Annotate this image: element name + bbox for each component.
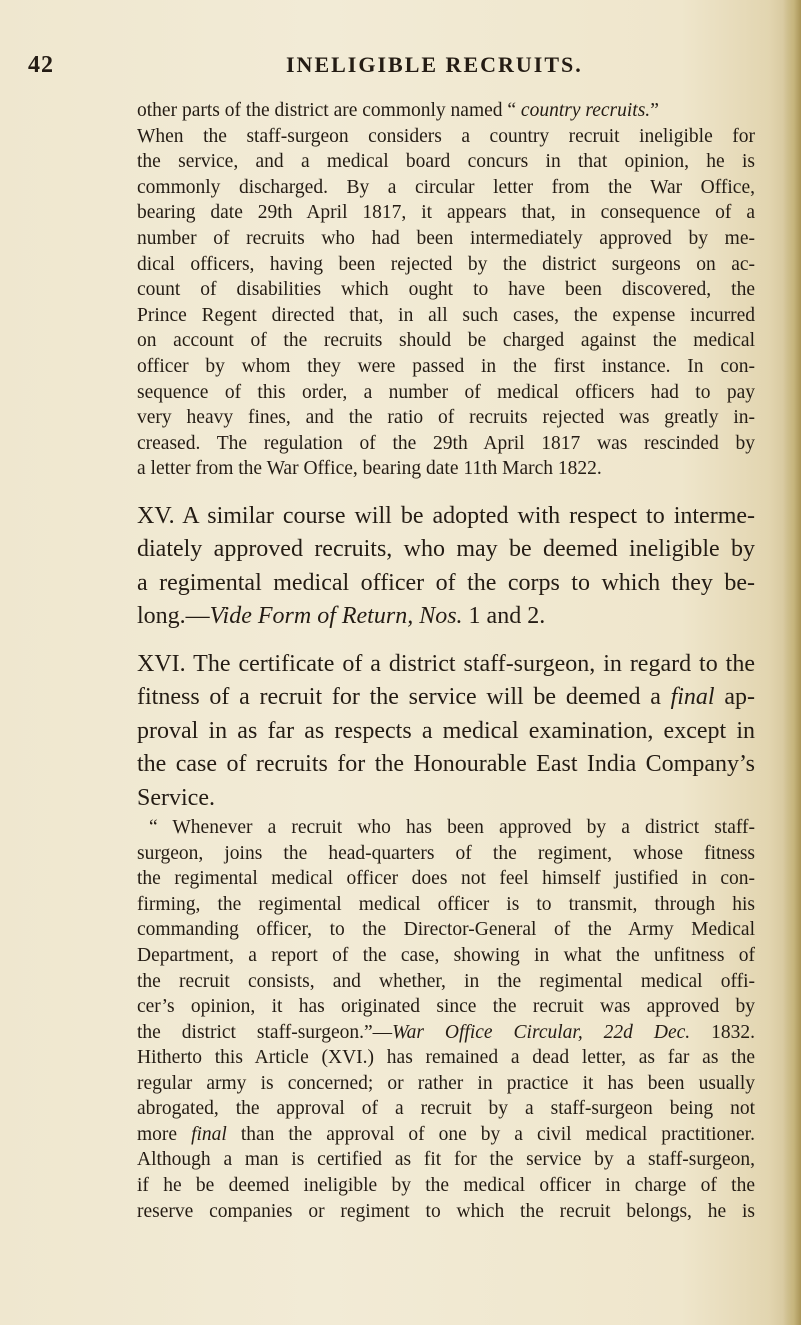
text-line: diately approved recruits, who may be deemed ineligible by: [137, 536, 755, 563]
text-line: the service, and a medical board concurs in that opinion, he is: [137, 151, 755, 173]
text-line: firming, the regimental medical officer is to transmit, through his: [137, 893, 755, 915]
text-line: the regimental medical officer does not feel himself justified in con-: [137, 868, 755, 890]
page-number: 42: [28, 52, 54, 78]
text-line: reserve companies or regiment to which the recruit belongs, he is: [137, 1200, 755, 1222]
section-xv: [137, 500, 755, 634]
section-xvi: [137, 648, 755, 815]
text-line: the case of recruits for the Honourable East India Company’s: [137, 751, 755, 778]
paragraph-country-recruits: [137, 98, 755, 482]
text-line: regular army is concerned; or rather in practice it has been usually: [137, 1072, 755, 1094]
text-line: long.—Vide Form of Return, Nos. 1 and 2.: [137, 603, 546, 630]
text-line: bearing date 29th April 1817, it appears that, in consequence of a: [137, 202, 755, 224]
text-line: Prince Regent directed that, in all such cases, the expense incurred: [137, 304, 755, 326]
text-line: Service.: [137, 784, 215, 811]
text-line: Department, a report of the case, showing in what the unfitness of: [137, 944, 755, 966]
text-line: abrogated, the approval of a recruit by a staff-surgeon being not: [137, 1098, 755, 1120]
text-line: a letter from the War Office, bearing date 11th March 1822.: [137, 458, 602, 480]
text-line: Hitherto this Article (XVI.) has remained a dead letter, as far as the: [137, 1047, 755, 1068]
text-line: the district staff-surgeon.”—War Office Circular, 22d Dec. 1832.: [137, 1021, 756, 1043]
text-line: When the staff-surgeon considers a country recruit ineligible for: [137, 125, 755, 147]
running-title: INELIGIBLE RECRUITS.: [286, 52, 583, 77]
text-line: officer by whom they were passed in the first instance. In con-: [137, 355, 755, 377]
text-line: sequence of this order, a number of medical officers had to pay: [137, 381, 755, 403]
text-line: proval in as far as respects a medical examination, except in: [137, 717, 755, 744]
circular-quote: [137, 815, 755, 1045]
text-line: number of recruits who had been intermediately approved by me-: [137, 227, 755, 249]
page-edge: [783, 0, 801, 1325]
text-line: commanding officer, to the Director-General of the Army Medical: [137, 919, 755, 941]
text-line: creased. The regulation of the 29th April 1817 was rescinded by: [137, 432, 755, 454]
section-heading-line: XV. A similar course will be adopted with respect to interme-: [137, 503, 755, 529]
text-line: cer’s opinion, it has originated since the recruit was approved by: [137, 996, 755, 1018]
page-header: [28, 52, 768, 86]
text-line: very heavy fines, and the ratio of recruits rejected was greatly in-: [137, 407, 755, 429]
text-line: fitness of a recruit for the service will be deemed a final ap-: [137, 684, 755, 711]
text-line: commonly discharged. By a circular letter from the War Office,: [137, 176, 755, 198]
text-line: if he be deemed ineligible by the medical officer in charge of the: [137, 1174, 755, 1196]
text-line: on account of the recruits should be charged against the medical: [137, 330, 755, 352]
paragraph-dead-letter: [137, 1045, 755, 1224]
text-line: other parts of the district are commonly named “ country recruits.”: [137, 100, 659, 121]
text-line: dical officers, having been rejected by the district surgeons on ac-: [137, 253, 755, 275]
text-line: more final than the approval of one by a civil medical practitioner.: [137, 1123, 755, 1145]
citation: War Office Circular, 22d Dec.: [392, 1021, 691, 1043]
text-line: a regimental medical officer of the corps to which they be-: [137, 569, 755, 596]
text-line: the recruit consists, and whether, in the regimental medical offi-: [137, 970, 755, 992]
text-line: “ Whenever a recruit who has been approved by a district staff-: [149, 817, 755, 838]
text-line: count of disabilities which ought to have been discovered, the: [137, 279, 755, 301]
text-line: surgeon, joins the head-quarters of the regiment, whose fitness: [137, 842, 755, 864]
section-heading-line: XVI. The certificate of a district staff-surgeon, in regard to the: [137, 651, 755, 677]
text-line: Although a man is certified as fit for the service by a staff-surgeon,: [137, 1149, 755, 1171]
